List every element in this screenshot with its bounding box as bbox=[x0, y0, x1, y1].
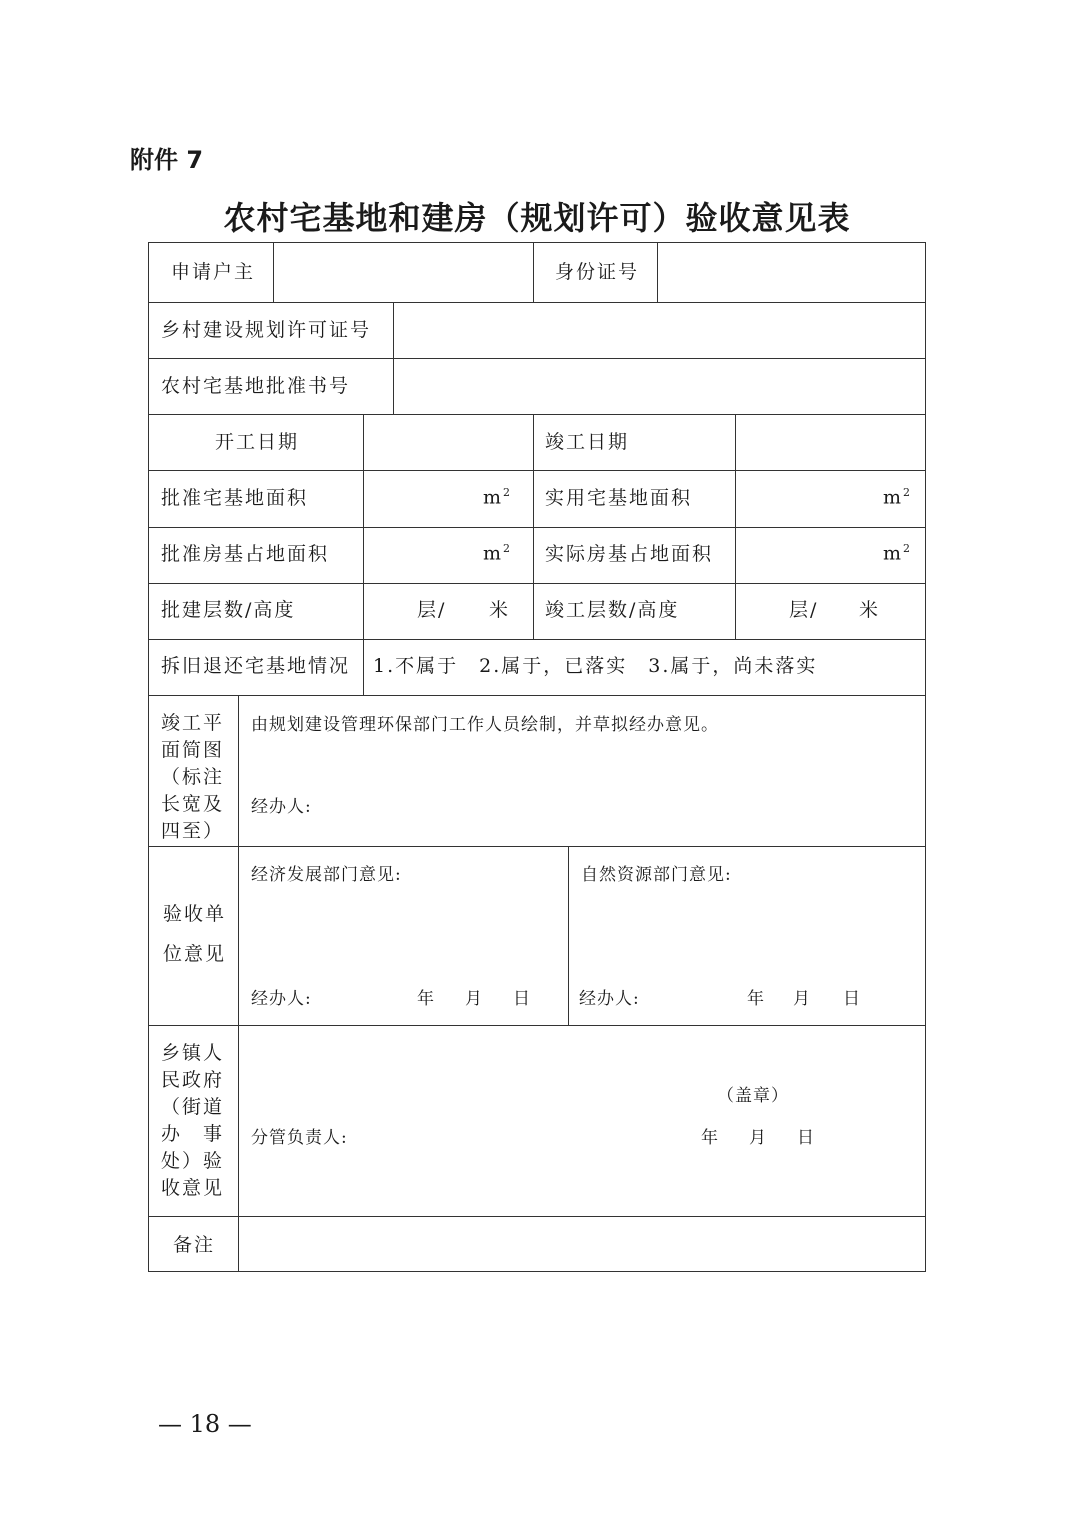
applicant-label: 申请户主 bbox=[171, 261, 256, 283]
actual-homestead-area-label: 实用宅基地面积 bbox=[545, 487, 693, 509]
date-month: 月 bbox=[465, 989, 483, 1009]
supervisor-label: 分管负责人: bbox=[251, 1128, 348, 1148]
row-divider bbox=[149, 470, 925, 471]
area-unit: $m^2$ bbox=[883, 486, 913, 509]
page-number: — 18 — bbox=[158, 1410, 252, 1438]
econ-dept-opinion-label: 经济发展部门意见: bbox=[251, 865, 402, 885]
date-year: 年 bbox=[701, 1128, 719, 1148]
actual-footprint-field[interactable] bbox=[737, 529, 877, 581]
approved-homestead-area-label: 批准宅基地面积 bbox=[161, 487, 309, 509]
row-divider bbox=[149, 846, 925, 847]
demolition-options[interactable]: 1.不属于 2.属于，已落实 3.属于，尚未落实 bbox=[373, 655, 818, 677]
completion-date-field[interactable] bbox=[737, 416, 923, 468]
id-number-label: 身份证号 bbox=[555, 261, 640, 283]
start-date-field[interactable] bbox=[365, 416, 531, 468]
township-opinion-field[interactable] bbox=[240, 1027, 923, 1067]
date-day: 日 bbox=[843, 989, 861, 1009]
acceptance-form-table bbox=[148, 242, 926, 1272]
completed-floors-label: 竣工层数/高度 bbox=[545, 599, 680, 621]
completion-date-label: 竣工日期 bbox=[545, 431, 630, 453]
area-unit: $m^2$ bbox=[483, 486, 513, 509]
remarks-field[interactable] bbox=[240, 1218, 923, 1269]
col-divider bbox=[273, 243, 274, 302]
row-divider bbox=[149, 302, 925, 303]
col-divider bbox=[533, 414, 534, 639]
date-year: 年 bbox=[417, 989, 435, 1009]
col-divider bbox=[657, 243, 658, 302]
row-divider bbox=[149, 414, 925, 415]
date-day: 日 bbox=[513, 989, 531, 1009]
floor-unit: 层/ bbox=[417, 599, 447, 621]
econ-dept-opinion-field[interactable] bbox=[240, 893, 566, 973]
height-unit: 米 bbox=[489, 599, 511, 621]
col-divider bbox=[533, 243, 534, 302]
row-divider bbox=[149, 639, 925, 640]
row-divider bbox=[149, 583, 925, 584]
approved-footprint-label: 批准房基占地面积 bbox=[161, 543, 330, 565]
date-year: 年 bbox=[747, 989, 765, 1009]
township-label: 乡镇人 民政府 （街道 办 事 处）验 收意见 bbox=[161, 1042, 225, 1199]
date-month: 月 bbox=[749, 1128, 767, 1148]
sketch-label: 竣工平 面简图 （标注 长宽及 四至） bbox=[161, 712, 225, 842]
start-date-label: 开工日期 bbox=[215, 431, 300, 453]
col-divider bbox=[363, 414, 364, 695]
handler-label: 经办人: bbox=[579, 989, 640, 1009]
area-unit: $m^2$ bbox=[483, 542, 513, 565]
col-divider bbox=[568, 846, 569, 1025]
actual-footprint-label: 实际房基占地面积 bbox=[545, 543, 714, 565]
demolition-label: 拆旧退还宅基地情况 bbox=[161, 655, 351, 677]
row-divider bbox=[149, 358, 925, 359]
attachment-label: 附件 7 bbox=[130, 146, 204, 174]
col-divider bbox=[735, 414, 736, 639]
date-month: 月 bbox=[793, 989, 811, 1009]
approval-doc-field[interactable] bbox=[395, 360, 923, 412]
height-unit: 米 bbox=[859, 599, 881, 621]
approved-floors-label: 批建层数/高度 bbox=[161, 599, 296, 621]
natural-resources-opinion-field[interactable] bbox=[570, 893, 923, 973]
seal-label: （盖章） bbox=[717, 1086, 789, 1106]
approval-doc-label: 农村宅基地批准书号 bbox=[161, 375, 351, 397]
row-divider bbox=[149, 1216, 925, 1217]
sketch-area[interactable] bbox=[240, 741, 923, 791]
id-number-field[interactable] bbox=[659, 245, 923, 300]
planning-permit-field[interactable] bbox=[395, 304, 923, 356]
completed-floors-field[interactable] bbox=[737, 585, 923, 637]
acceptance-label-line: 验收单 bbox=[163, 903, 227, 925]
handler-label: 经办人: bbox=[251, 989, 312, 1009]
row-divider bbox=[149, 1025, 925, 1026]
date-day: 日 bbox=[797, 1128, 815, 1148]
remarks-label: 备注 bbox=[173, 1234, 216, 1256]
col-divider bbox=[238, 695, 239, 1271]
planning-permit-label: 乡村建设规划许可证号 bbox=[161, 319, 372, 341]
form-title: 农村宅基地和建房（规划许可）验收意见表 bbox=[223, 199, 851, 237]
acceptance-label-line: 位意见 bbox=[163, 943, 227, 965]
row-divider bbox=[149, 527, 925, 528]
area-unit: $m^2$ bbox=[883, 542, 913, 565]
floor-unit: 层/ bbox=[789, 599, 819, 621]
sketch-note: 由规划建设管理环保部门工作人员绘制，并草拟经办意见。 bbox=[251, 715, 719, 735]
natural-resources-opinion-label: 自然资源部门意见: bbox=[581, 865, 732, 885]
row-divider bbox=[149, 695, 925, 696]
col-divider bbox=[393, 302, 394, 414]
actual-homestead-area-field[interactable] bbox=[737, 472, 877, 524]
applicant-field[interactable] bbox=[275, 245, 531, 300]
handler-label: 经办人: bbox=[251, 797, 312, 817]
